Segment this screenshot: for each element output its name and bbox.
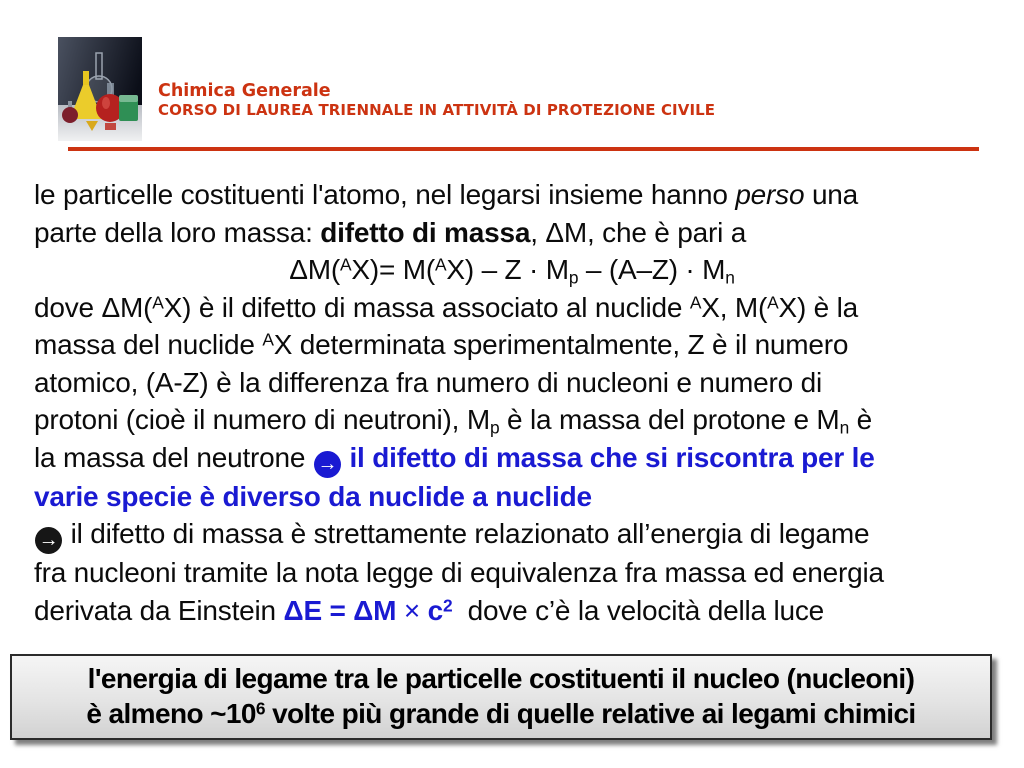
header-divider-rule [68, 147, 979, 151]
text-segment: X) – Z · M [446, 254, 569, 285]
text-segment: protoni (cioè il numero di neutroni), M [34, 404, 490, 435]
text-segment: A [767, 291, 779, 312]
text-segment: × [396, 594, 428, 626]
text-segment: X determinata sperimentalmente, Z è il numero [273, 329, 849, 360]
text-segment: dove ΔM( [34, 291, 153, 323]
text-segment: , ΔM, che è pari a [530, 216, 747, 248]
text-segment: dove c’è la velocità della luce [452, 594, 825, 626]
text-segment: c [427, 594, 443, 626]
text-line [34, 478, 990, 516]
text-segment: – (A–Z) · M [578, 254, 726, 285]
body-text [34, 176, 990, 629]
text-line [34, 289, 990, 327]
text-line [34, 326, 990, 364]
course-title: Chimica Generale [158, 81, 331, 101]
text-segment: massa del nuclide [34, 329, 263, 360]
text-segment: n [725, 267, 735, 288]
text-line [34, 592, 990, 630]
text-segment: A [435, 254, 447, 275]
text-line [34, 251, 990, 289]
chemistry-glassware-illustration [58, 37, 142, 141]
chemistry-glassware-image [58, 37, 142, 141]
text-segment: fra nucleoni tramite la nota legge di equivalenza fra massa ed energia [34, 557, 884, 588]
text-segment: n [839, 417, 850, 438]
circled-arrow-icon: → [35, 527, 62, 554]
text-segment: ΔE = ΔM [283, 594, 397, 626]
text-segment: X, M( [701, 291, 768, 323]
course-header [158, 80, 715, 119]
text-segment: è [849, 404, 872, 435]
text-segment: X)= M( [351, 254, 435, 285]
text-line [34, 214, 990, 252]
text-segment: X) è il difetto di massa associato al nuclide [163, 291, 690, 323]
text-line [34, 554, 990, 592]
text-segment: una [804, 179, 859, 210]
text-segment: volte più grande di quelle relative ai legami chimici [264, 698, 916, 729]
text-segment: varie specie è diverso da nuclide a nuclide [34, 480, 592, 512]
text-segment: difetto di massa [320, 216, 531, 248]
text-segment: A [340, 254, 352, 275]
text-segment: X) è la [778, 291, 859, 323]
text-line [34, 364, 990, 402]
text-line [34, 176, 990, 214]
text-segment: 2 [442, 594, 453, 615]
text-segment: è la massa del protone e M [499, 404, 840, 435]
text-segment: parte della loro massa: [34, 216, 321, 248]
text-segment: il difetto di massa è strettamente relazionato all’energia di legame [63, 518, 870, 549]
text-line [12, 696, 990, 731]
course-subtitle: CORSO DI LAUREA TRIENNALE IN ATTIVITÀ DI PROTEZIONE CIVILE [158, 101, 716, 119]
text-segment: atomico, (A-Z) è la differenza fra numero di nucleoni e numero di [34, 366, 822, 398]
text-segment: A [152, 291, 164, 312]
text-line [34, 439, 990, 478]
text-line [12, 661, 990, 696]
text-segment: 6 [255, 698, 265, 719]
text-segment: p [568, 267, 579, 288]
text-segment: l'energia di legame tra le particelle costituenti il nucleo (nucleoni) [87, 663, 915, 694]
text-segment: ΔM( [289, 254, 341, 285]
text-segment: perso [735, 179, 805, 210]
text-segment: la massa del neutrone [34, 441, 313, 473]
footer-highlight-box [10, 654, 992, 740]
text-segment: A [689, 291, 702, 312]
circled-arrow-icon: → [314, 451, 341, 478]
text-line [34, 515, 990, 554]
text-segment: p [489, 417, 500, 438]
text-segment: le particelle costituenti l'atomo, nel legarsi insieme hanno [34, 179, 736, 210]
text-segment: il difetto di massa che si riscontra per le [341, 441, 875, 473]
text-segment: è almeno ~10 [86, 698, 256, 729]
text-line [34, 401, 990, 439]
text-segment: A [262, 329, 274, 350]
text-segment: derivata da Einstein [34, 594, 284, 626]
